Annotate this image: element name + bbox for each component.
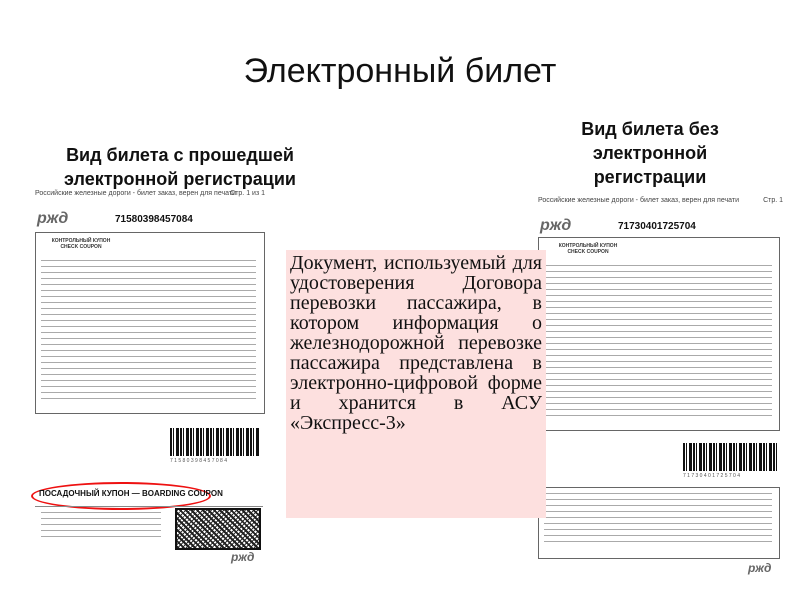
ticket-with-registration-image [35,190,265,580]
ticket-info-lines [544,265,772,421]
rzd-logo: ржд [540,217,572,234]
check-coupon-label: КОНТРОЛЬНЫЙ КУПОН CHECK COUPON [51,238,111,250]
ticket-info-lines [41,260,256,404]
ticket-number: 71730401725704 [618,221,696,232]
rzd-logo-small: ржд [231,550,255,564]
ticket-barcode [683,443,778,471]
ticket-header-text: Российские железные дороги - билет заказ, верен для печати [35,190,236,197]
ticket-header-text: Российские железные дороги - билет заказ, верен для печати [538,197,739,204]
description-text: Документ, используемый для удостоверения Договора перевозки пассажира, в котором информация о железнодорожной перевозке пассажира представлена в электронно-цифровой форме и хранится в АСУ «Экспресс-3» [290,252,542,434]
barcode-digits: 7 1 5 8 0 3 9 8 4 5 7 0 8 4 [170,458,227,464]
ticket-barcode [170,428,260,456]
boarding-qr-code [175,508,261,550]
left-heading: Вид билета с прошедшей электронной регистрации [64,145,296,189]
rzd-logo: ржд [37,210,69,227]
right-heading: Вид билета без электронной регистрации [581,119,719,187]
rzd-logo-small: ржд [748,561,772,575]
ticket-number: 71580398457084 [115,214,193,225]
coupon-separator [35,506,263,507]
ticket-page-label: Стр. 1 [763,197,783,204]
boarding-info-lines [41,512,161,542]
ticket-page-label: Стр. 1 из 1 [230,190,265,197]
boarding-coupon-label: ПОСАДОЧНЫЙ КУПОН — BOARDING COUPON [39,489,223,498]
slide-title: Электронный билет [243,52,557,90]
barcode-digits: 7 1 7 3 0 4 0 1 7 2 5 7 0 4 [683,473,740,479]
check-coupon-label: КОНТРОЛЬНЫЙ КУПОН CHECK COUPON [558,243,618,255]
info-lines [544,493,772,547]
ticket-without-registration-image [538,197,783,580]
